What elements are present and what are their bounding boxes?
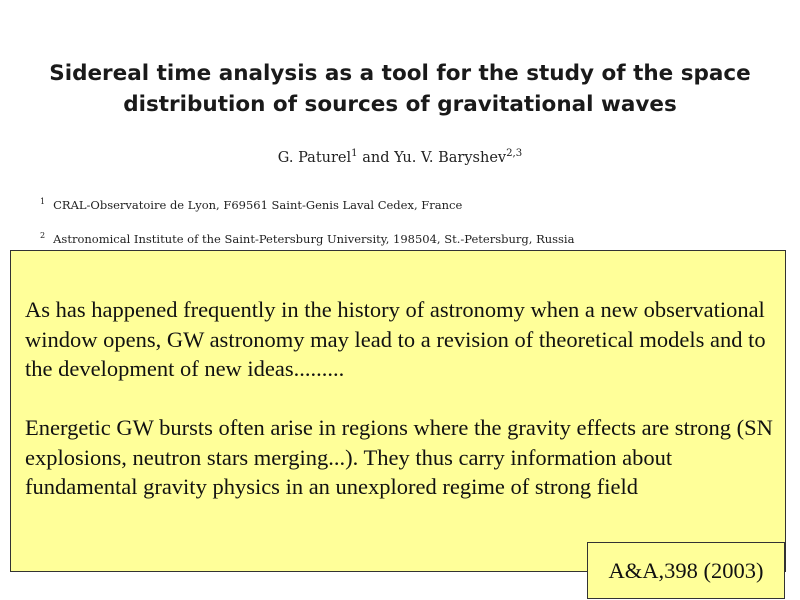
quote-box xyxy=(10,250,786,572)
affiliation-number: 1 xyxy=(40,197,46,206)
author-affiliation-number: 2,3 xyxy=(506,148,523,159)
author-name: G. Paturel xyxy=(277,149,352,166)
author-affiliation-number: 1 xyxy=(351,148,358,159)
affiliation xyxy=(40,197,780,212)
paper-authors xyxy=(0,148,800,166)
affiliation-number: 2 xyxy=(40,231,46,240)
affiliation-text: Astronomical Institute of the Saint-Petersburg University, 198504, St.-Petersburg, Russia xyxy=(53,231,575,246)
citation-box: A&A,398 (2003) xyxy=(587,542,785,599)
affiliation-text: CRAL-Observatoire de Lyon, F69561 Saint-Genis Laval Cedex, France xyxy=(53,197,463,212)
author-name: Yu. V. Baryshev xyxy=(394,149,507,166)
paper-title: Sidereal time analysis as a tool for the study of the space distribution of sources of gravitational waves xyxy=(49,61,751,117)
authors-conjunction: and xyxy=(362,149,390,166)
quote-paragraph: Energetic GW bursts often arise in regions where the gravity effects are strong (SN explosions, neutron stars merging...). They thus carry information about fundamental gravity physics in an unexplored regime of strong field xyxy=(25,415,773,499)
quote-paragraph: As has happened frequently in the history of astronomy when a new observational window opens, GW astronomy may lead to a revision of theoretical models and to the development of new ideas......... xyxy=(25,297,766,381)
affiliation xyxy=(40,231,780,246)
